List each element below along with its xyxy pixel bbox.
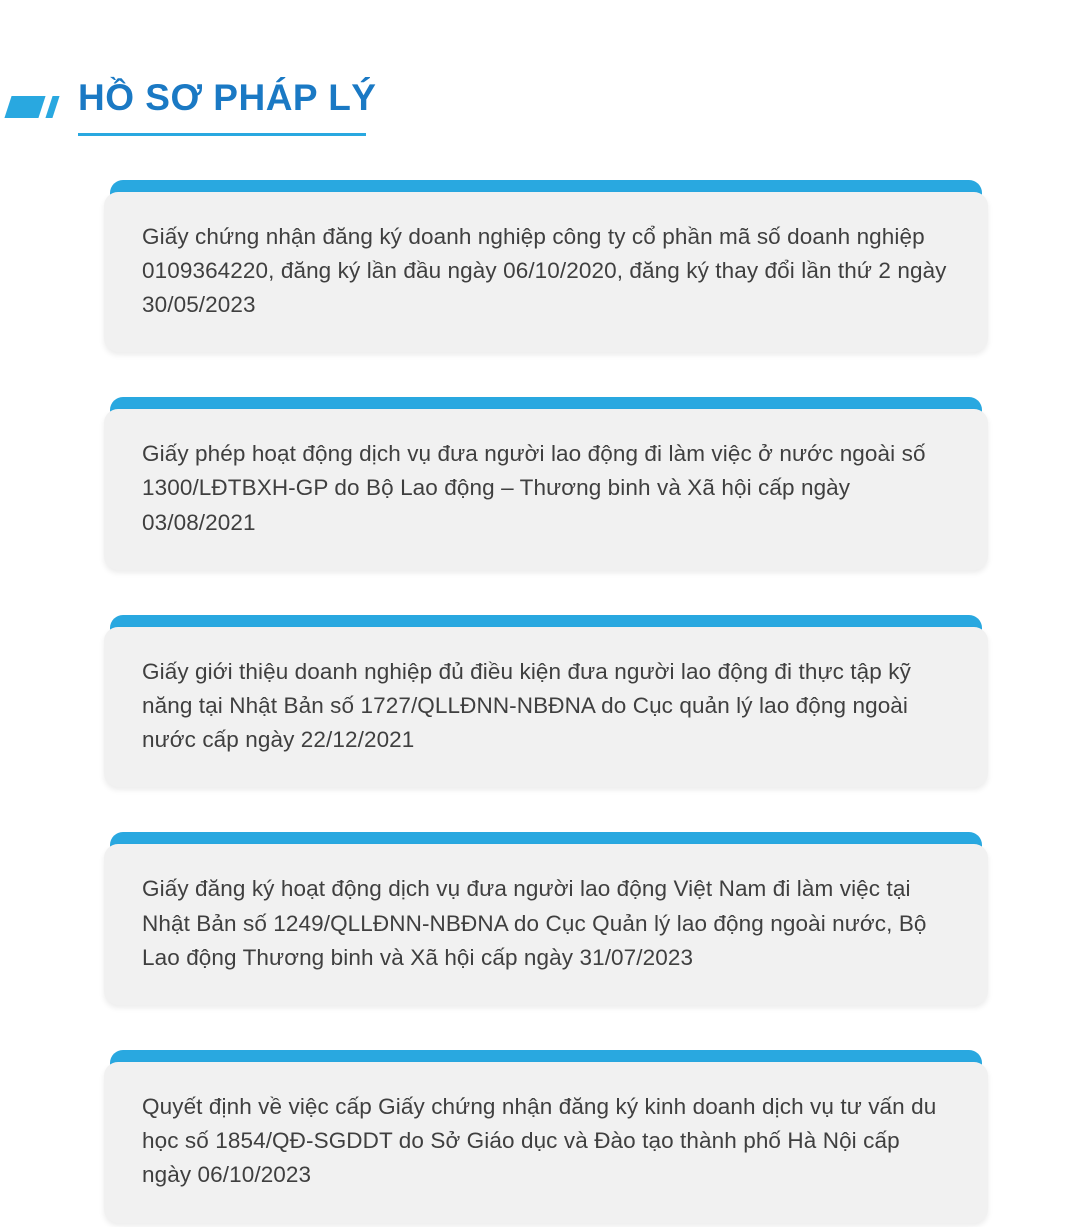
list-item: [104, 832, 988, 1005]
mark-slash: [45, 96, 59, 118]
list-item: [104, 1050, 988, 1223]
page-title: HỒ SƠ PHÁP LÝ: [78, 77, 377, 118]
page-header: [8, 0, 1080, 136]
list-item: [104, 615, 988, 788]
list-item: [104, 180, 988, 353]
title-underline: [78, 133, 366, 136]
title-wrap: [78, 78, 377, 136]
arrow-slash-icon: [8, 96, 56, 118]
mark-block: [4, 96, 45, 118]
legal-documents-list: [0, 180, 1080, 1223]
card-body: [104, 1062, 988, 1223]
card-text: Giấy chứng nhận đăng ký doanh nghiệp công ty cổ phần mã số doanh nghiệp 0109364220, đăng ký lần đầu ngày 06/10/2020, đăng ký thay đổi lần thứ 2 ngày 30/05/2023: [142, 223, 947, 318]
card-body: [104, 627, 988, 788]
card-body: [104, 409, 988, 570]
card-body: [104, 844, 988, 1005]
card-text: Quyết định về việc cấp Giấy chứng nhận đăng ký kinh doanh dịch vụ tư vấn du học số 1854/QĐ-SGDDT do Sở Giáo dục và Đào tạo thành phố Hà Nội cấp ngày 06/10/2023: [142, 1093, 937, 1188]
card-body: [104, 192, 988, 353]
card-text: Giấy đăng ký hoạt động dịch vụ đưa người lao động Việt Nam đi làm việc tại Nhật Bản số 1249/QLLĐNN-NBĐNA do Cục Quản lý lao động ngoài nước, Bộ Lao động Thương binh và Xã hội cấp ngày 31/07/2023: [142, 876, 927, 970]
card-text: Giấy giới thiệu doanh nghiệp đủ điều kiện đưa người lao động đi thực tập kỹ năng tại Nhật Bản số 1727/QLLĐNN-NBĐNA do Cục quản lý lao động ngoài nước cấp ngày 22/12/2021: [142, 658, 911, 753]
list-item: [104, 397, 988, 570]
card-text: Giấy phép hoạt động dịch vụ đưa người lao động đi làm việc ở nước ngoài số 1300/LĐTBXH-GP do Bộ Lao động – Thương binh và Xã hội cấp ngày 03/08/2021: [142, 441, 926, 535]
